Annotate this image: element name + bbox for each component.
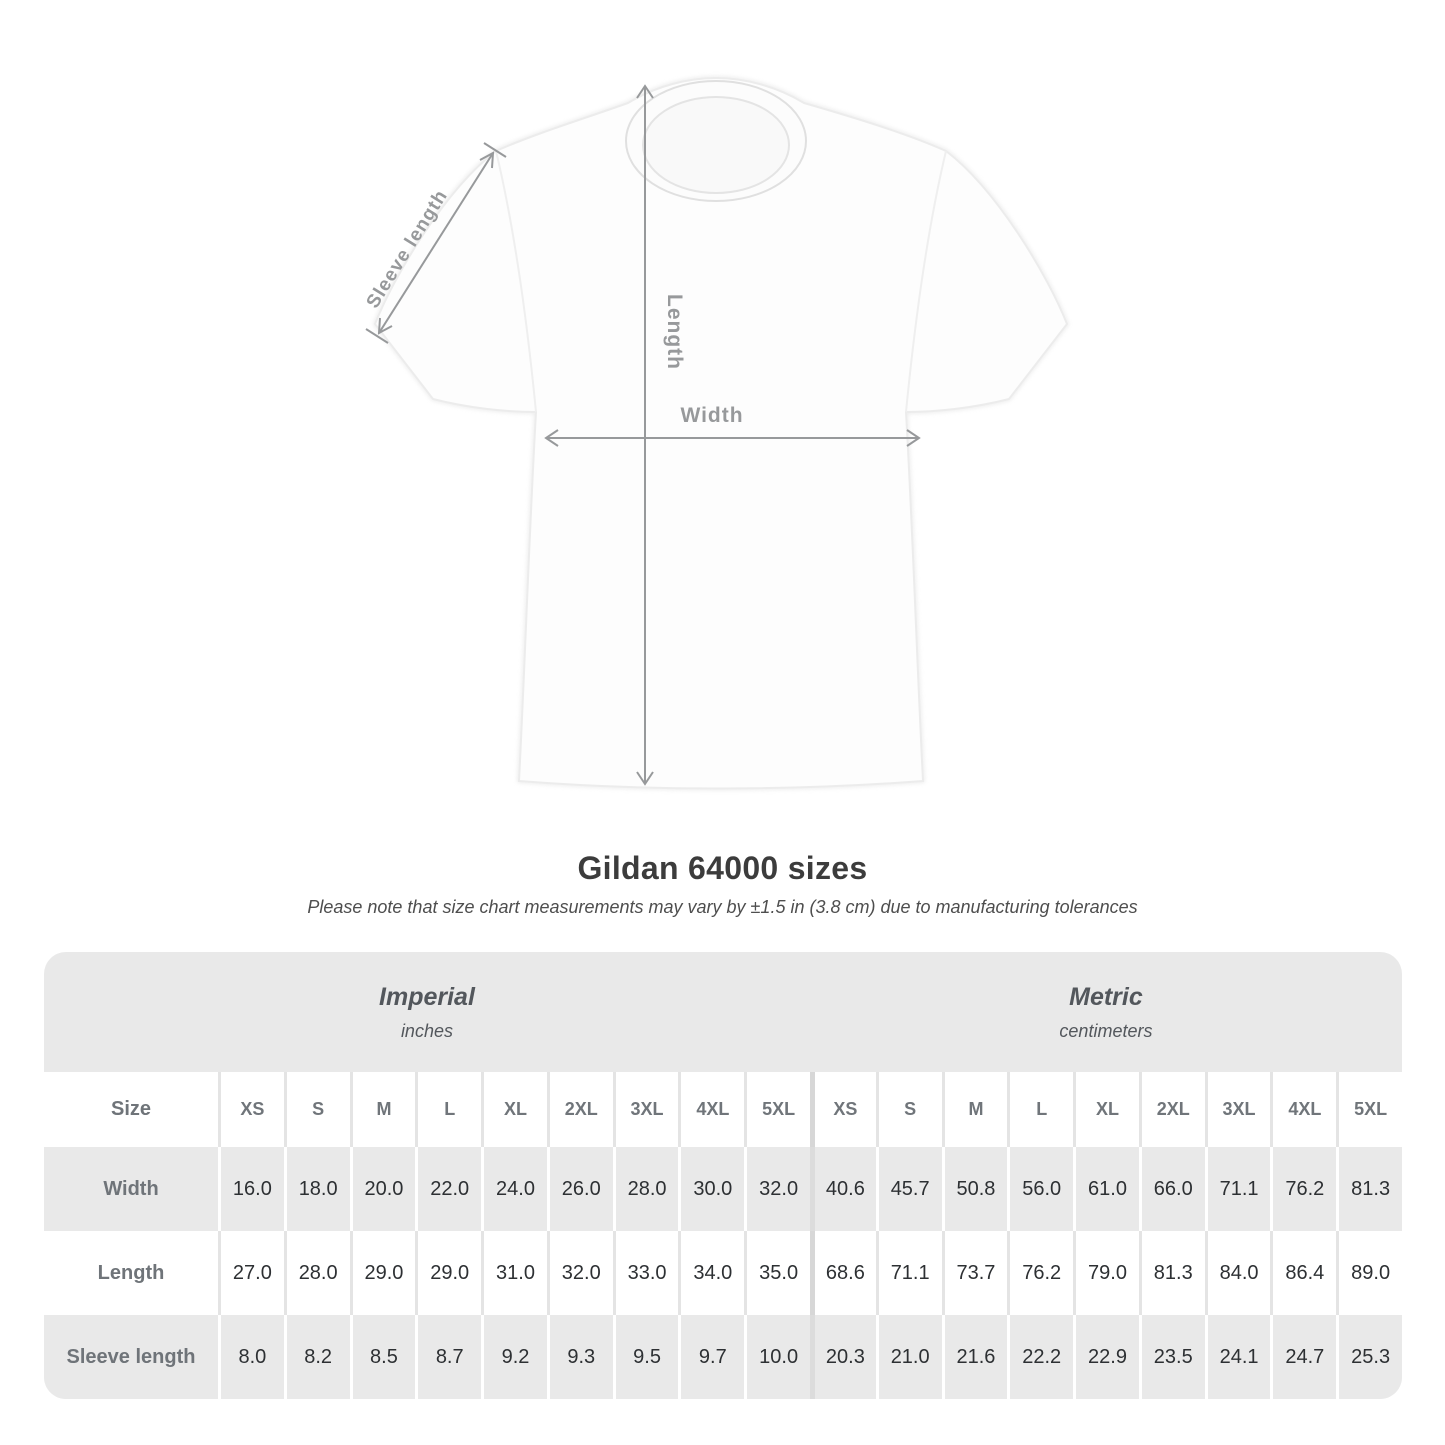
size-header-imperial-xs: XS	[218, 1072, 284, 1147]
width-imperial-xl: 24.0	[481, 1147, 547, 1231]
metric-unit-label: centimeters	[1059, 1020, 1153, 1041]
width-imperial-2xl: 26.0	[547, 1147, 613, 1231]
length-label: Length	[663, 294, 686, 370]
table-row-width	[44, 1147, 1402, 1231]
width-metric-2xl: 66.0	[1139, 1147, 1205, 1231]
length-metric-3xl: 84.0	[1205, 1231, 1271, 1315]
sleeve-length-label: Sleeve length	[362, 186, 453, 313]
tolerance-note: Please note that size chart measurements may vary by ±1.5 in (3.8 cm) due to manufacturing tolerances	[307, 897, 1138, 917]
sleeve-metric-l: 22.2	[1007, 1315, 1073, 1399]
sleeve-metric-5xl: 25.3	[1336, 1315, 1402, 1399]
width-imperial-3xl: 28.0	[613, 1147, 679, 1231]
size-header-imperial-3xl: 3XL	[613, 1072, 679, 1147]
size-header-metric-4xl: 4XL	[1270, 1072, 1336, 1147]
sleeve-imperial-3xl: 9.5	[613, 1315, 679, 1399]
length-metric-2xl: 81.3	[1139, 1231, 1205, 1315]
sleeve-metric-xs: 20.3	[810, 1315, 876, 1399]
title-block	[0, 850, 1445, 918]
imperial-label: Imperial	[379, 982, 475, 1011]
sleeve-imperial-s: 8.2	[284, 1315, 350, 1399]
width-metric-m: 50.8	[942, 1147, 1008, 1231]
size-header-metric-2xl: 2XL	[1139, 1072, 1205, 1147]
size-header-imperial-4xl: 4XL	[678, 1072, 744, 1147]
length-imperial-2xl: 32.0	[547, 1231, 613, 1315]
size-header-imperial-s: S	[284, 1072, 350, 1147]
length-metric-s: 71.1	[876, 1231, 942, 1315]
size-column-header: Size	[110, 1098, 152, 1120]
tshirt-collar-inner	[643, 97, 789, 193]
length-metric-5xl: 89.0	[1336, 1231, 1402, 1315]
width-metric-3xl: 71.1	[1205, 1147, 1271, 1231]
length-metric-4xl: 86.4	[1270, 1231, 1336, 1315]
sleeve-imperial-xs: 8.0	[218, 1315, 284, 1399]
sleeve-metric-2xl: 23.5	[1139, 1315, 1205, 1399]
width-imperial-4xl: 30.0	[678, 1147, 744, 1231]
size-header-imperial-m: M	[350, 1072, 416, 1147]
length-imperial-l: 29.0	[415, 1231, 481, 1315]
size-header-imperial-2xl: 2XL	[547, 1072, 613, 1147]
imperial-unit-label: inches	[400, 1020, 453, 1041]
length-metric-xl: 79.0	[1073, 1231, 1139, 1315]
length-imperial-4xl: 34.0	[678, 1231, 744, 1315]
length-imperial-3xl: 33.0	[613, 1231, 679, 1315]
width-imperial-l: 22.0	[415, 1147, 481, 1231]
size-header-metric-3xl: 3XL	[1205, 1072, 1271, 1147]
size-header-metric-m: M	[942, 1072, 1008, 1147]
table-row-sleeve-length	[44, 1315, 1402, 1399]
sleeve-metric-s: 21.0	[876, 1315, 942, 1399]
row-label-width: Width	[103, 1177, 159, 1200]
row-label-sleeve-length: Sleeve length	[66, 1345, 196, 1368]
length-imperial-xs: 27.0	[218, 1231, 284, 1315]
width-imperial-s: 18.0	[284, 1147, 350, 1231]
width-label: Width	[680, 404, 744, 427]
sleeve-imperial-2xl: 9.3	[547, 1315, 613, 1399]
metric-group-header	[810, 952, 1402, 1072]
size-header-metric-l: L	[1007, 1072, 1073, 1147]
length-imperial-s: 28.0	[284, 1231, 350, 1315]
length-metric-xs: 68.6	[810, 1231, 876, 1315]
size-table-card	[44, 952, 1402, 1399]
length-imperial-xl: 31.0	[481, 1231, 547, 1315]
width-metric-xs: 40.6	[810, 1147, 876, 1231]
length-imperial-m: 29.0	[350, 1231, 416, 1315]
imperial-group-header	[44, 952, 810, 1072]
width-metric-xl: 61.0	[1073, 1147, 1139, 1231]
size-header-metric-5xl: 5XL	[1336, 1072, 1402, 1147]
sleeve-imperial-xl: 9.2	[481, 1315, 547, 1399]
metric-label: Metric	[1069, 982, 1143, 1011]
sleeve-imperial-m: 8.5	[350, 1315, 416, 1399]
sleeve-imperial-5xl: 10.0	[744, 1315, 810, 1399]
size-header-metric-xl: XL	[1073, 1072, 1139, 1147]
size-header-metric-s: S	[876, 1072, 942, 1147]
unit-group-header	[44, 952, 1402, 1072]
row-label-length: Length	[97, 1261, 165, 1284]
sleeve-imperial-4xl: 9.7	[678, 1315, 744, 1399]
width-imperial-xs: 16.0	[218, 1147, 284, 1231]
size-header-imperial-5xl: 5XL	[744, 1072, 810, 1147]
width-metric-l: 56.0	[1007, 1147, 1073, 1231]
tshirt-image	[375, 78, 1067, 789]
sleeve-metric-m: 21.6	[942, 1315, 1008, 1399]
length-metric-m: 73.7	[942, 1231, 1008, 1315]
size-header-imperial-l: L	[415, 1072, 481, 1147]
sleeve-metric-xl: 22.9	[1073, 1315, 1139, 1399]
sleeve-imperial-l: 8.7	[415, 1315, 481, 1399]
width-metric-s: 45.7	[876, 1147, 942, 1231]
sleeve-metric-4xl: 24.7	[1270, 1315, 1336, 1399]
width-imperial-5xl: 32.0	[744, 1147, 810, 1231]
sleeve-metric-3xl: 24.1	[1205, 1315, 1271, 1399]
size-header-imperial-xl: XL	[481, 1072, 547, 1147]
table-row-length	[44, 1231, 1402, 1315]
length-imperial-5xl: 35.0	[744, 1231, 810, 1315]
size-header-metric-xs: XS	[810, 1072, 876, 1147]
size-header-row	[44, 1072, 1402, 1147]
width-metric-4xl: 76.2	[1270, 1147, 1336, 1231]
page-title: Gildan 64000 sizes	[577, 850, 868, 886]
length-metric-l: 76.2	[1007, 1231, 1073, 1315]
width-metric-5xl: 81.3	[1336, 1147, 1402, 1231]
width-imperial-m: 20.0	[350, 1147, 416, 1231]
